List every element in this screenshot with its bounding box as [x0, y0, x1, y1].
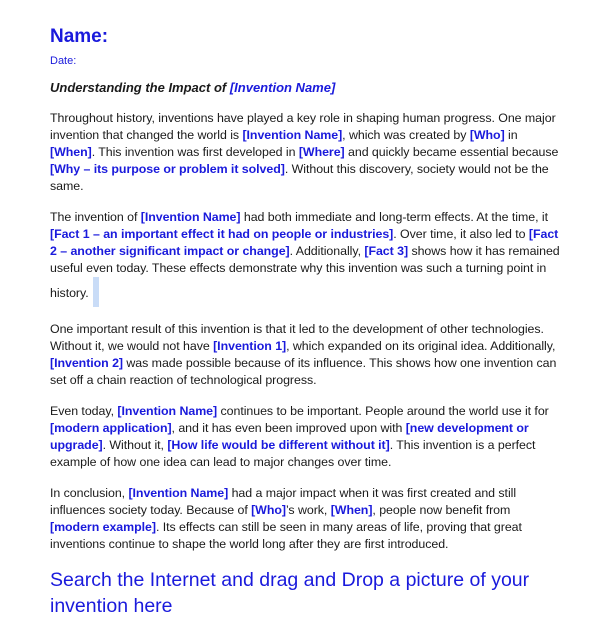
text-cursor-highlight [93, 277, 99, 307]
paragraph-text: was made possible because of its influence. This shows how one invention can set off a chain reaction of technological progress. [50, 356, 557, 387]
paragraph-text: , which expanded on its original idea. Additionally, [286, 339, 556, 353]
paragraph-text: . Its effects can still be seen in many areas of life, proving that great inventions continue to shape the world long after they are first introduced. [50, 520, 522, 551]
paragraph-text: Throughout history, inventions have played a key role in shaping human progress. One major invention that changed the world is [50, 111, 556, 142]
placeholder-field[interactable]: [Fact 3] [364, 244, 409, 258]
paragraph-text: . This invention is a perfect example of how one idea can lead to major changes over time. [50, 438, 536, 469]
placeholder-field[interactable]: [Invention Name] [242, 128, 343, 142]
placeholder-field[interactable]: [Invention Name] [128, 486, 229, 500]
placeholder-field[interactable]: [Invention Name] [140, 210, 241, 224]
placeholder-field[interactable]: [Fact 2 – another significant impact or change] [50, 227, 559, 258]
placeholder-field[interactable]: [new development or upgrade] [50, 421, 529, 452]
placeholder-field[interactable]: [Invention Name] [117, 404, 218, 418]
paragraph-text: The invention of [50, 210, 141, 224]
placeholder-field[interactable]: [Why – its purpose or problem it solved] [50, 162, 285, 176]
paragraph-text: and quickly became essential because [344, 145, 559, 159]
paragraph-text: had both immediate and long-term effects. At the time, it [240, 210, 548, 224]
paragraph-text: ’s work, [285, 503, 331, 517]
placeholder-field[interactable]: [Where] [298, 145, 345, 159]
date-label: Date: [50, 55, 77, 67]
placeholder-field[interactable]: [How life would be different without it] [167, 438, 390, 452]
placeholder-field[interactable]: [Who] [469, 128, 505, 142]
paragraph-text: shows how it has remained useful even today. These effects demonstrate why this invention was such a turning point in history. [50, 244, 560, 300]
paragraph-text: in [504, 128, 518, 142]
paragraph-intro[interactable] [50, 110, 562, 195]
essay-title-placeholder: [Invention Name] [229, 80, 336, 95]
placeholder-field[interactable]: [modern example] [50, 520, 156, 534]
placeholder-field[interactable]: [Fact 1 – an important effect it had on people or industries] [50, 227, 394, 241]
essay-title [50, 80, 562, 96]
placeholder-field[interactable]: [Invention 2] [50, 356, 124, 370]
paragraph-text: Even today, [50, 404, 118, 418]
placeholder-field[interactable]: [modern application] [50, 421, 172, 435]
paragraph-text: , and it has even been improved upon with [171, 421, 406, 435]
paragraph-text: . Additionally, [289, 244, 365, 258]
paragraph-text: had a major impact when it was first created and still influences society today. Because of [50, 486, 517, 517]
placeholder-field[interactable]: [Invention 1] [213, 339, 287, 353]
essay-title-prefix: Understanding the Impact of [50, 80, 230, 95]
paragraph-effects[interactable] [50, 209, 562, 307]
document-page[interactable] [50, 24, 562, 619]
paragraph-text: In conclusion, [50, 486, 129, 500]
paragraph-development[interactable] [50, 321, 562, 389]
name-label: Name: [50, 26, 109, 47]
paragraph-text: One important result of this invention is that it led to the development of other technologies. Without it, we would not have [50, 322, 544, 353]
paragraph-text: . Over time, it also led to [393, 227, 529, 241]
paragraph-text: . Without this discovery, society would not be the same. [50, 162, 549, 193]
paragraph-text: , which was created by [342, 128, 470, 142]
paragraph-conclusion[interactable] [50, 485, 562, 553]
paragraph-today[interactable] [50, 403, 562, 471]
placeholder-field[interactable]: [When] [50, 145, 92, 159]
image-drop-instruction[interactable]: Search the Internet and drag and Drop a picture of your invention here [50, 569, 530, 617]
paragraph-text: . This invention was first developed in [91, 145, 299, 159]
placeholder-field[interactable]: [Who] [251, 503, 286, 517]
placeholder-field[interactable]: [When] [330, 503, 373, 517]
paragraph-text: . Without it, [102, 438, 168, 452]
paragraph-text: continues to be important. People around the world use it for [217, 404, 549, 418]
paragraph-text: , people now benefit from [372, 503, 511, 517]
